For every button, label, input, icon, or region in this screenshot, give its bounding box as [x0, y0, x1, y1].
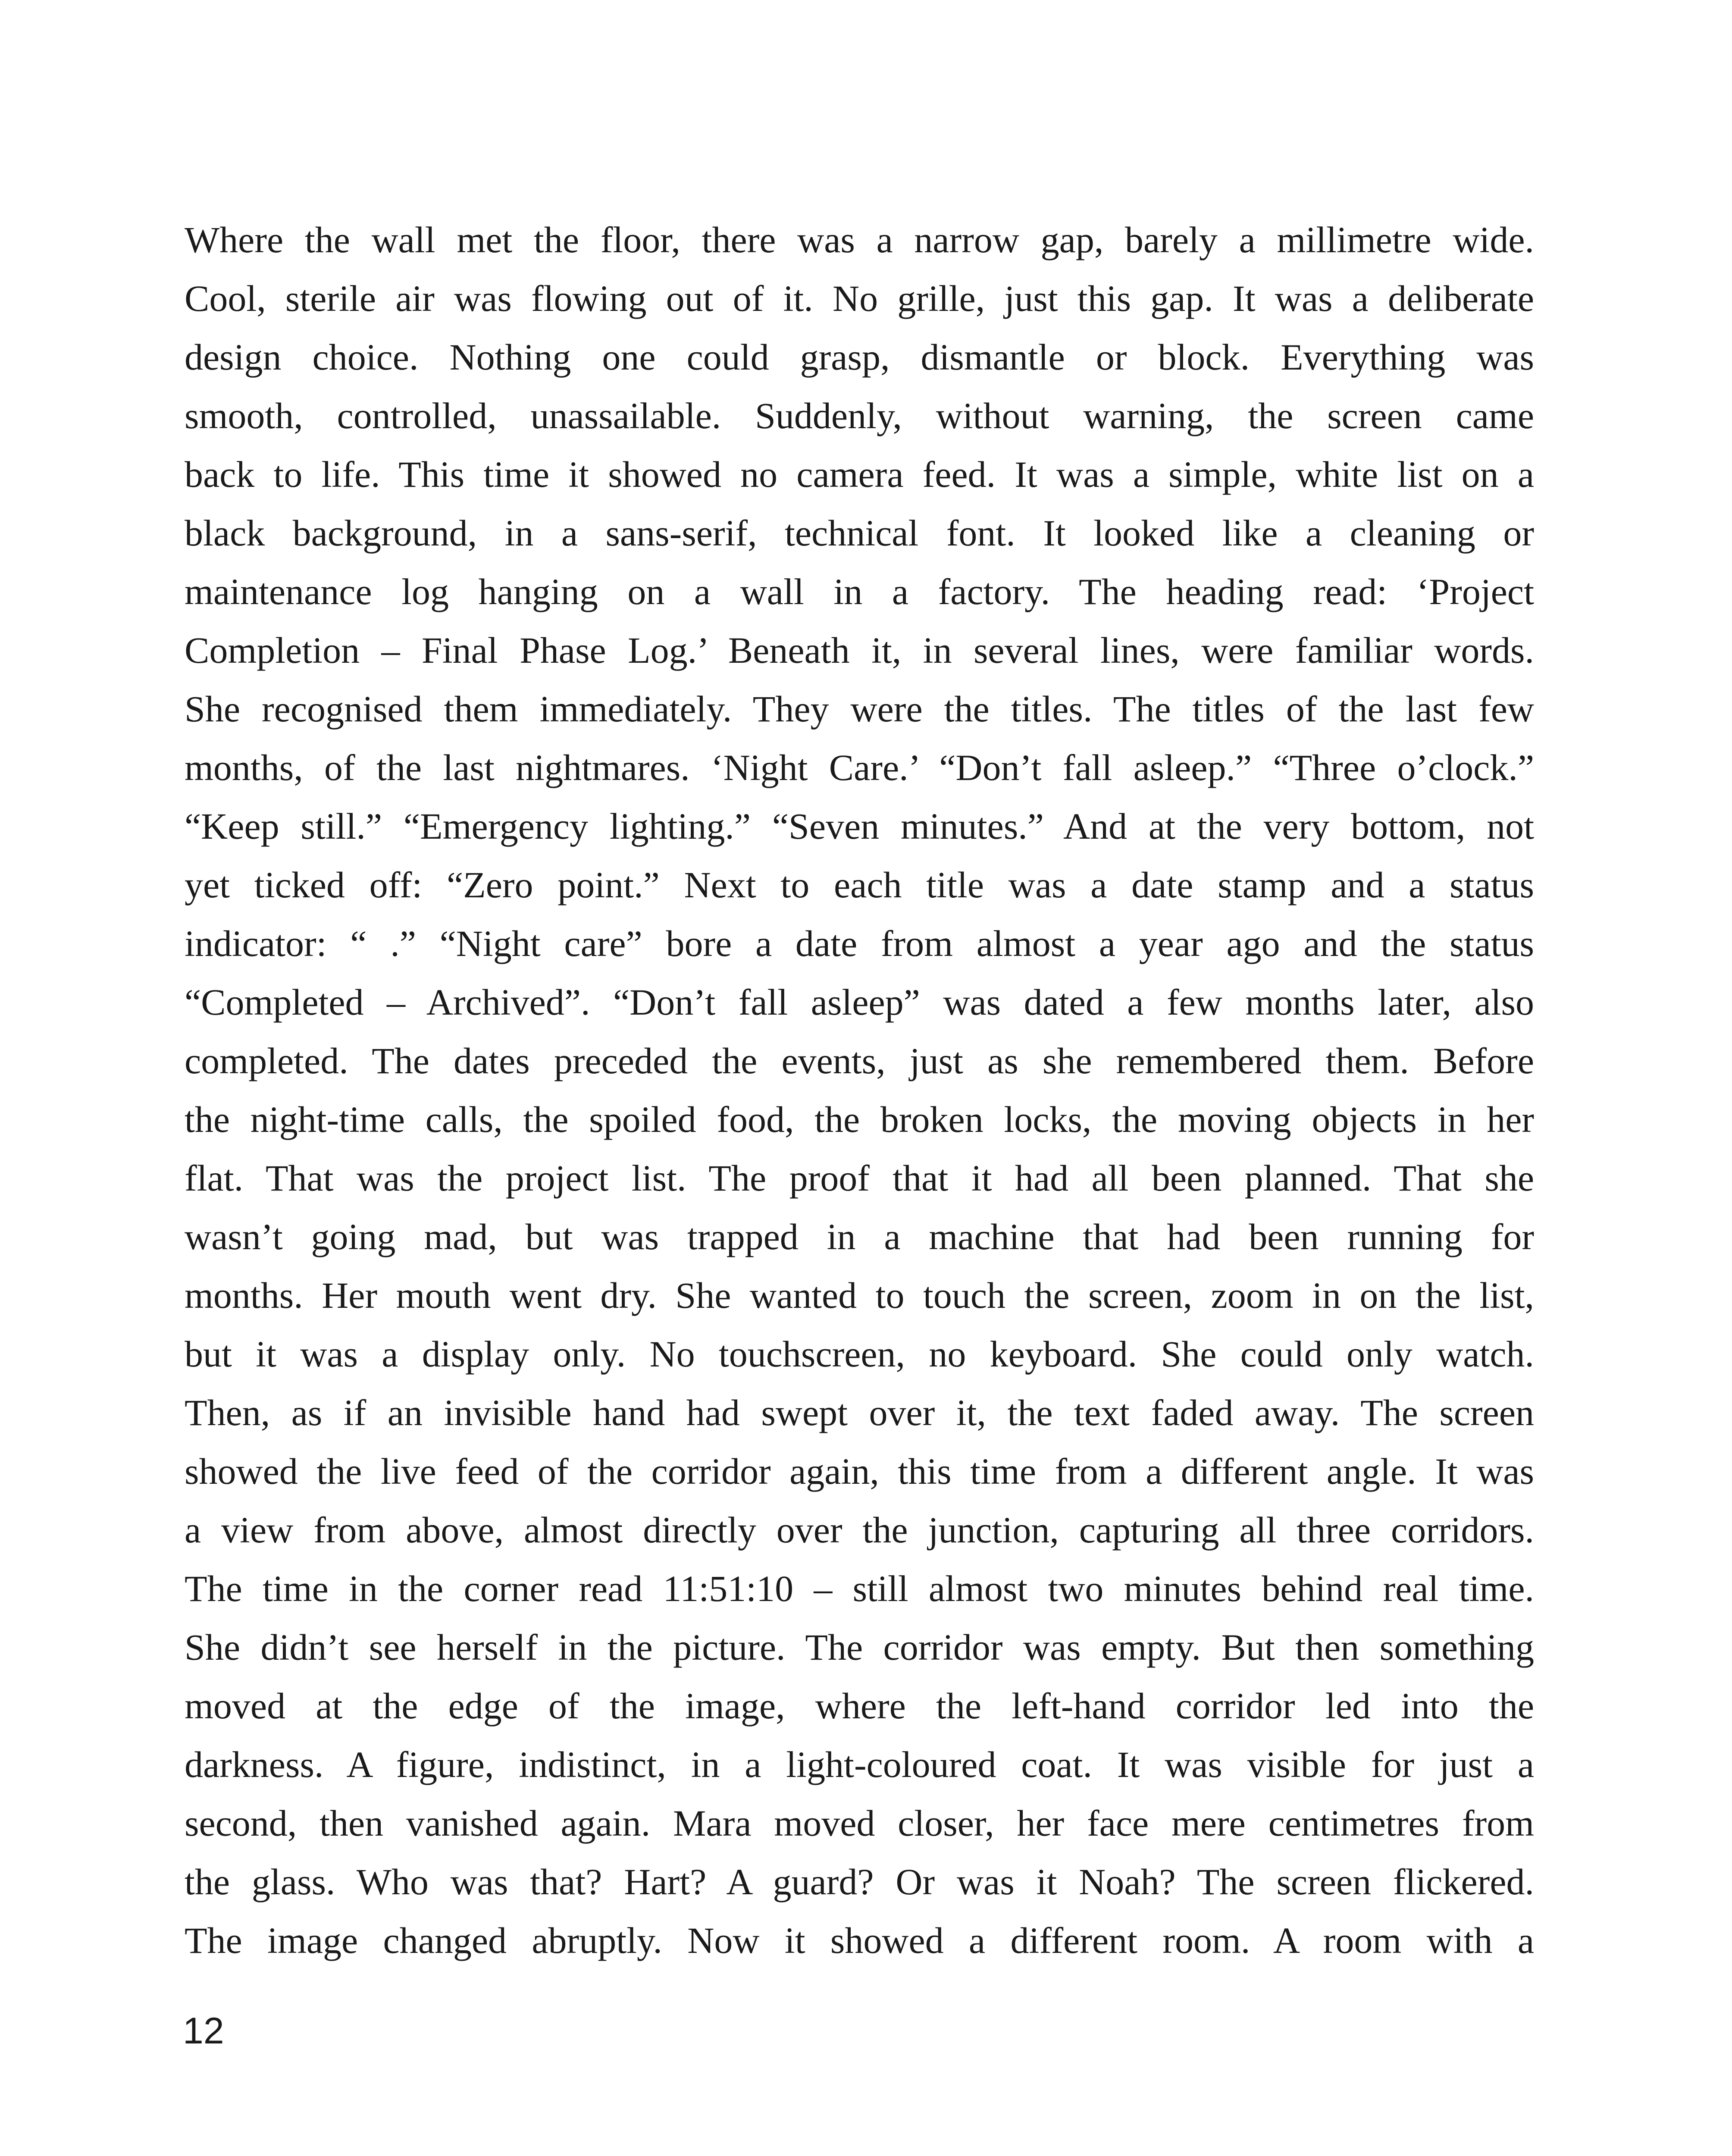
text-line: design choice. Nothing one could grasp, dismantle or block. Everything was: [185, 336, 1534, 378]
text-line: a view from above, almost directly over the junction, capturing all three corridors.: [185, 1509, 1534, 1551]
text-line: but it was a display only. No touchscreen, no keyboard. She could only watch.: [185, 1333, 1534, 1375]
text-line: darkness. A figure, indistinct, in a light-coloured coat. It was visible for just a: [185, 1744, 1534, 1785]
text-line: months. Her mouth went dry. She wanted to touch the screen, zoom in on the list,: [185, 1275, 1534, 1316]
text-line: months, of the last nightmares. ‘Night Care.’ “Don’t fall asleep.” “Three o’clock.”: [185, 747, 1534, 788]
text-line: “Keep still.” “Emergency lighting.” “Seven minutes.” And at the very bottom, not: [185, 805, 1534, 847]
text-line: The image changed abruptly. Now it showed a different room. A room with a: [185, 1920, 1534, 1961]
text-line: indicator: “ .” “Night care” bore a date from almost a year ago and the status: [185, 923, 1534, 964]
text-line: The time in the corner read 11:51:10 – still almost two minutes behind real time.: [185, 1568, 1534, 1609]
text-line: maintenance log hanging on a wall in a factory. The heading read: ‘Project: [185, 571, 1534, 612]
body-text: [185, 210, 1534, 1970]
text-line: completed. The dates preceded the events, just as she remembered them. Before: [185, 1040, 1534, 1081]
text-line: wasn’t going mad, but was trapped in a machine that had been running for: [185, 1216, 1534, 1257]
text-line: second, then vanished again. Mara moved closer, her face mere centimetres from: [185, 1802, 1534, 1844]
text-line: the glass. Who was that? Hart? A guard? Or was it Noah? The screen flickered.: [185, 1861, 1534, 1902]
text-line: Then, as if an invisible hand had swept over it, the text faded away. The screen: [185, 1392, 1534, 1433]
text-line: She didn’t see herself in the picture. The corridor was empty. But then something: [185, 1626, 1534, 1668]
text-line: Where the wall met the floor, there was a narrow gap, barely a millimetre wide.: [185, 219, 1534, 260]
text-line: the night-time calls, the spoiled food, the broken locks, the moving objects in her: [185, 1099, 1534, 1140]
text-line: black background, in a sans-serif, technical font. It looked like a cleaning or: [185, 512, 1534, 554]
text-line: smooth, controlled, unassailable. Suddenly, without warning, the screen came: [185, 395, 1534, 436]
text-line: “Completed – Archived”. “Don’t fall asleep” was dated a few months later, also: [185, 981, 1534, 1023]
text-line: moved at the edge of the image, where the left-hand corridor led into the: [185, 1685, 1534, 1727]
text-line: flat. That was the project list. The proof that it had all been planned. That she: [185, 1157, 1534, 1199]
text-line: back to life. This time it showed no camera feed. It was a simple, white list on a: [185, 454, 1534, 495]
text-line: Cool, sterile air was flowing out of it. No grille, just this gap. It was a deliberate: [185, 278, 1534, 319]
text-line: She recognised them immediately. They were the titles. The titles of the last few: [185, 688, 1534, 730]
page-number: 12: [183, 2010, 224, 2052]
text-line: showed the live feed of the corridor again, this time from a different angle. It was: [185, 1451, 1534, 1492]
text-line: yet ticked off: “Zero point.” Next to each title was a date stamp and a status: [185, 864, 1534, 906]
text-line: Completion – Final Phase Log.’ Beneath it, in several lines, were familiar words.: [185, 630, 1534, 671]
